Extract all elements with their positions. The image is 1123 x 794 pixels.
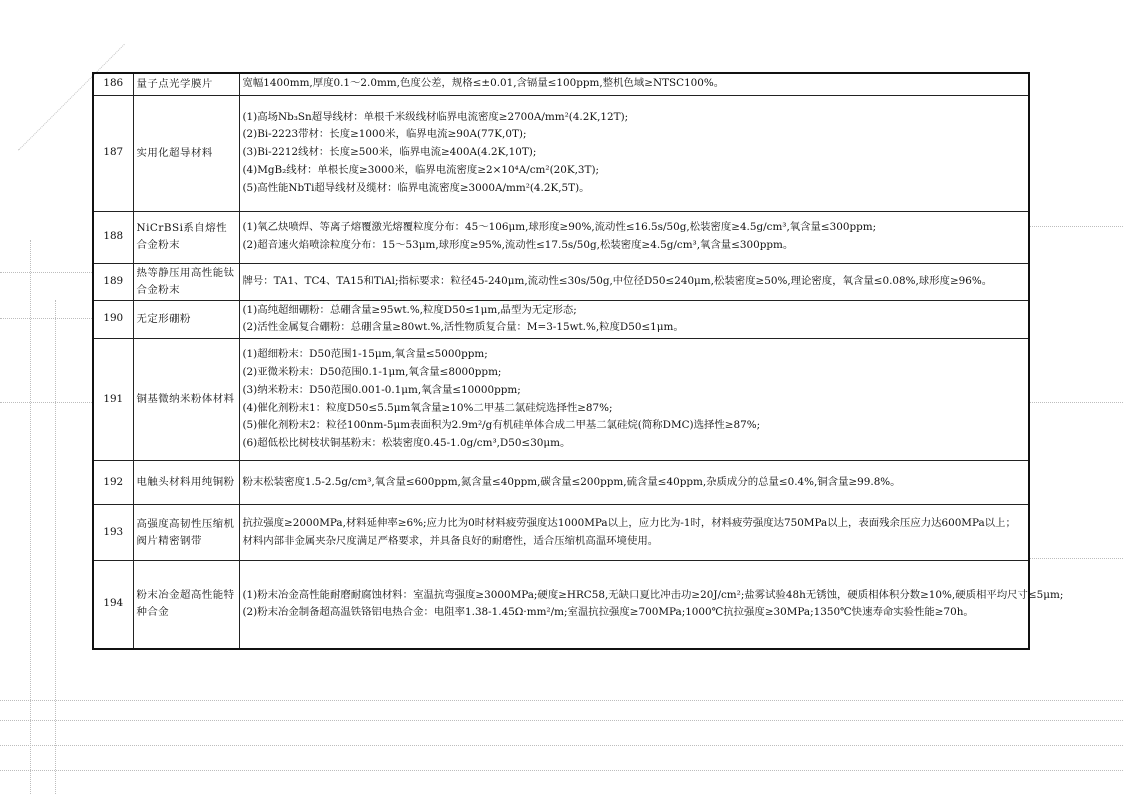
spec-line: (4)催化剂粉末1：粒度D50≤5.5μm氧含量≥10%二甲基二氯硅烷选择性≥87%; [242,401,613,414]
row-number: 190 [93,300,133,339]
scan-dotted-line [0,745,1123,746]
spec-line: (4)MgB₂线材：单根长度≥3000米，临界电流密度≥2×10⁴A/cm²(20K,3T); [242,163,600,176]
spec-line: 牌号：TA1、TC4、TA15和TiAl;指标要求：粒径45-240μm,流动性≤30s/50g,中位径D50≤240μm,松装密度≥50%,理论密度，氧含量≤0.08%,球形度≥96%。 [242,274,993,287]
material-name: 电触头材料用纯铜粉 [133,461,239,505]
spec-table [92,72,1064,650]
material-name: 无定形硼粉 [133,300,239,339]
spec-line: (5)催化剂粉末2：粒径100nm-5μm表面积为2.9m²/g有机硅单体合成二甲基二氯硅烷(简称DMC)选择性≥87%; [242,419,761,432]
spec-line: 宽幅1400mm,厚度0.1～2.0mm,色度公差，规格≤±0.01,含镉量≤100ppm,整机色域≥NTSC100%。 [242,77,725,90]
scan-dotted-line [1030,226,1123,227]
material-name: 量子点光学膜片 [133,73,239,95]
table-row [93,505,1029,561]
table-row [93,561,1029,649]
spec-line: (1)高纯超细硼粉：总硼含量≥95wt.%,粒度D50≤1μm,晶型为无定形态; [242,303,577,316]
scan-dotted-line [0,402,92,403]
row-number: 192 [93,461,133,505]
table-row [93,300,1029,339]
table-row [93,339,1029,461]
scan-dotted-line [55,300,56,794]
row-number: 193 [93,505,133,561]
table-row [93,95,1029,211]
material-name: 热等静压用高性能钛合金粉末 [133,263,239,300]
row-number: 194 [93,561,133,649]
spec-line: (5)高性能NbTi超导线材及缆材：临界电流密度≥3000A/mm²(4.2K,5T)。 [242,181,590,194]
spec-cell [239,73,1029,95]
spec-line: 抗拉强度≥2000MPa,材料延伸率≥6%;应力比为0时材料疲劳强度达1000MPa以上，应力比为-1时，材料疲劳强度达750MPa以上，表面残余压应力达600MPa以上；材料内部非金属夹杂尺度满足严格要求，并具备良好的耐磨性，适合压缩机高温环境使用。 [242,516,1016,547]
spec-line: 粉末松装密度1.5-2.5g/cm³,氧含量≤600ppm,氮含量≤40ppm,碳含量≤200ppm,硫含量≤40ppm,杂质成分的总量≤0.4%,铜含量≥99.8%。 [242,475,901,488]
row-number: 188 [93,211,133,263]
material-name: 高强度高韧性压缩机阀片精密钢带 [133,505,239,561]
spec-line: (2)活性金属复合硼粉：总硼含量≥80wt.%,活性物质复合量：M=3-15wt.%,粒度D50≤1μm。 [242,321,684,334]
spec-cell [239,561,1064,649]
spec-table-body [93,73,1064,649]
scan-dotted-line [0,720,1123,721]
spec-line: (2)粉末冶金制备超高温铁铬铝电热合金：电阻率1.38-1.45Ω·mm²/m;室温抗拉强度≥700MPa;1000℃抗拉强度≥30MPa;1350℃快速寿命实验性能≥70h。 [242,606,974,619]
row-number: 186 [93,73,133,95]
table-row [93,461,1029,505]
spec-cell [239,263,1029,300]
scan-dotted-line [30,240,31,794]
spec-cell [239,95,1029,211]
spec-cell [239,339,1029,461]
material-name: 铜基微纳米粉体材料 [133,339,239,461]
scan-dotted-line [1030,402,1123,403]
spec-cell [239,211,1029,263]
table-row [93,73,1029,95]
scan-dotted-line [0,272,92,273]
scan-dotted-line [0,318,92,319]
material-name: NiCrBSi系自熔性合金粉末 [133,211,239,263]
spec-line: (2)亚微米粉末：D50范围0.1-1μm,氧含量≤8000ppm; [242,366,502,378]
spec-line: (1)超细粉末：D50范围1-15μm,氧含量≤5000ppm; [242,348,488,361]
spec-line: (6)超低松比树枝状铜基粉末：松装密度0.45-1.0g/cm³,D50≤30μm。 [242,437,571,450]
spec-line: (1)氧乙炔喷焊、等离子熔覆激光熔覆粒度分布：45～106μm,球形度≥90%,流动性≤16.5s/50g,松装密度≥4.5g/cm³,氧含量≤300ppm; [242,221,877,234]
table-row [93,263,1029,300]
row-number: 187 [93,95,133,211]
spec-line: (1)粉末冶金高性能耐磨耐腐蚀材料：室温抗弯强度≥3000MPa;硬度≥HRC58,无缺口夏比冲击功≥20J/cm²;盐雾试验48h无锈蚀，硬质相体积分数≥10%,硬质相平均尺寸≤5μm; [242,588,1064,601]
scan-dotted-line [0,770,1123,771]
row-number: 189 [93,263,133,300]
spec-line: (2)超音速火焰喷涂粒度分布：15～53μm,球形度≥95%,流动性≤17.5s/50g,松装密度≥4.5g/cm³,氧含量≤300ppm。 [242,239,794,251]
spec-line: (1)高场Nb₃Sn超导线材：单根千米级线材临界电流密度≥2700A/mm²(4.2K,12T); [242,110,629,123]
row-number: 191 [93,339,133,461]
spec-cell [239,300,1029,339]
table-row [93,211,1029,263]
spec-line: (2)Bi-2223带材：长度≥1000米，临界电流≥90A(77K,0T); [242,128,527,141]
spec-cell [239,461,1029,505]
scan-dotted-line [1030,558,1123,559]
scan-dotted-line [0,700,1123,701]
spec-line: (3)Bi-2212线材：长度≥500米，临界电流≥400A(4.2K,10T); [242,146,537,159]
material-name: 实用化超导材料 [133,95,239,211]
spec-line: (3)纳米粉末：D50范围0.001-0.1μm,氧含量≤10000ppm; [242,383,521,396]
material-name: 粉末冶金超高性能特种合金 [133,561,239,649]
spec-cell [239,505,1029,561]
